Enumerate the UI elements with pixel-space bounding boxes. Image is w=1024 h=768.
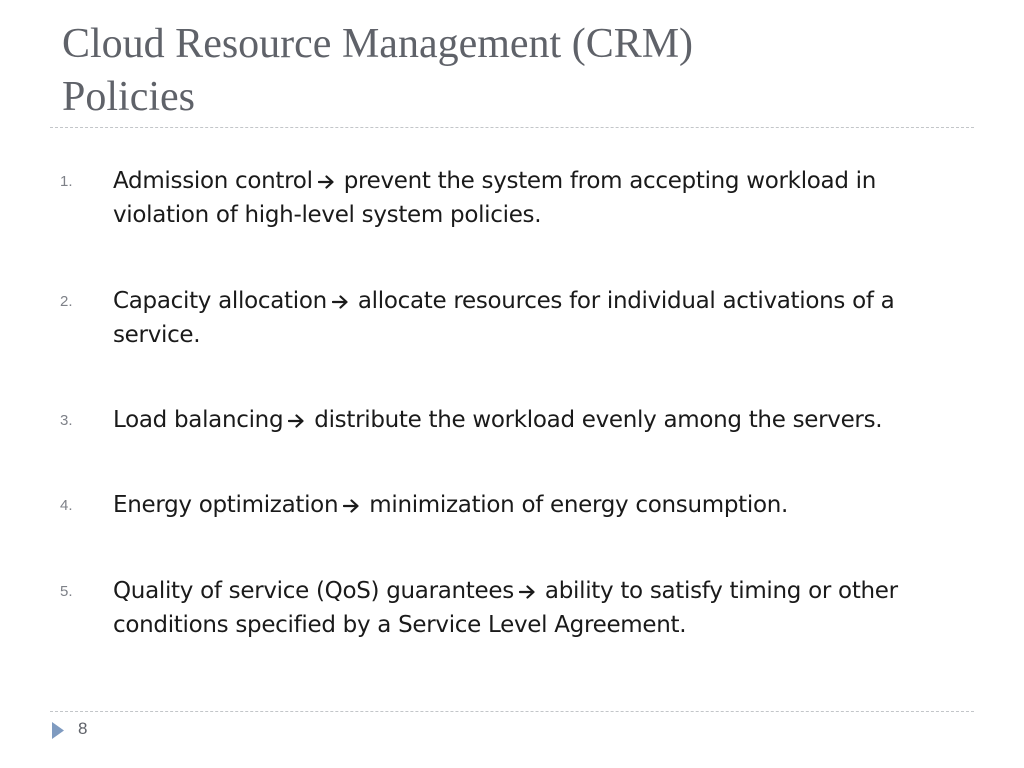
list-item-description: distribute the workload evenly among the servers. [314,407,883,433]
page-number: 8 [78,719,88,738]
list-item-text [113,488,963,522]
list-item-term: Quality of service (QoS) guarantees [113,578,514,604]
list-item-number: 2. [60,293,73,310]
slide-title-line-2: Policies [62,74,195,120]
right-arrow-icon [318,175,335,189]
right-arrow-icon [332,295,349,309]
list-item-term: Admission control [113,168,313,194]
slide-title-line-1: Cloud Resource Management (CRM) [62,21,694,67]
triangle-right-icon [52,722,64,739]
list-item-description: ability to satisfy timing or other conditions specified by a Service Level Agreement. [113,578,898,638]
slide-title [62,18,962,124]
list-item-number: 5. [60,583,73,600]
list-item-number: 1. [60,173,73,190]
list-item-description: minimization of energy consumption. [369,492,789,518]
list-item-text [113,574,963,642]
list-item-term: Energy optimization [113,492,339,518]
right-arrow-icon [343,499,360,513]
list-item-number: 3. [60,412,73,429]
list-item-text [113,284,963,352]
footer-divider [50,711,974,712]
list-item-number: 4. [60,497,73,514]
title-divider [50,127,974,128]
list-item-text [113,403,963,437]
list-item-term: Capacity allocation [113,288,327,314]
right-arrow-icon [288,414,305,428]
list-item-text [113,164,963,232]
list-item-description: allocate resources for individual activations of a service. [113,288,895,348]
list-item-description: prevent the system from accepting workload in violation of high-level system policies. [113,168,877,228]
right-arrow-icon [519,585,536,599]
list-item-term: Load balancing [113,407,284,433]
